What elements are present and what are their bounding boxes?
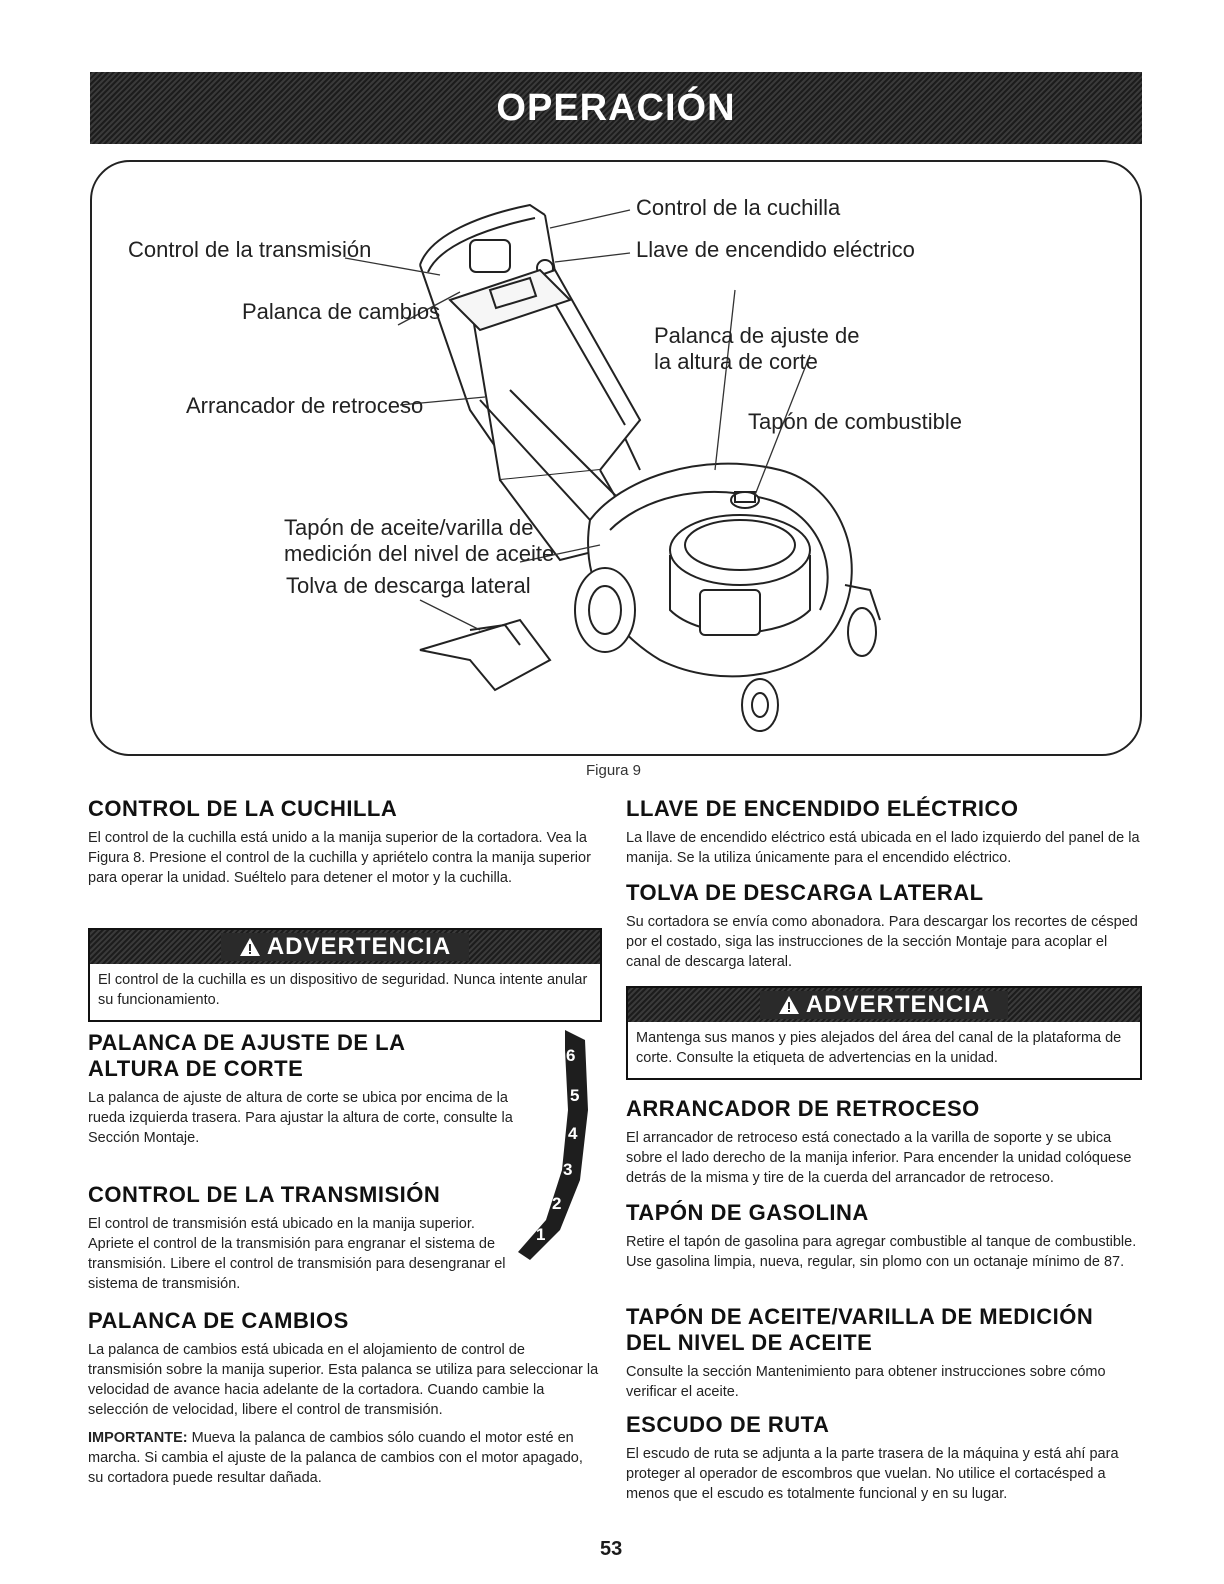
heading-gas-cap: TAPÓN DE GASOLINA — [626, 1200, 869, 1225]
section-height-lever — [88, 1030, 518, 1148]
important-text: Mueva la palanca de cambios sólo cuando el motor esté en marcha. Si cambia el ajuste de la palanca de cambios con el motor apagado, su cortadora puede resultar dañada. — [88, 1430, 583, 1486]
section-discharge-chute — [626, 880, 1142, 972]
figure-caption: Figura 9 — [586, 762, 642, 779]
warning-box-chute — [626, 986, 1142, 1080]
heading-recoil-starter: ARRANCADOR DE RETROCESO — [626, 1096, 980, 1121]
callout-height-lever-line2: la altura de corte — [654, 349, 818, 374]
warning-text: Mantenga sus manos y pies alejados del área del canal de la plataforma de corte. Consulte la etiqueta de advertencias en la unidad. — [636, 1030, 1122, 1066]
text-oil-cap: Consulte la sección Mantenimiento para obtener instrucciones sobre cómo verificar el aceite. — [626, 1364, 1106, 1400]
text-shift-lever: La palanca de cambios está ubicada en el alojamiento de control de transmisión sobre la manija superior. Esta palanca se utiliza para seleccionar la velocidad de avance hacia adelante de la cortadora. Cuando cambie la selección de velocidad, libere el control de transmisión. — [88, 1342, 599, 1418]
callout-transmission-control: Control de la transmisión — [128, 237, 372, 262]
text-important-note — [88, 1428, 602, 1488]
gauge-number-4: 4 — [568, 1124, 578, 1143]
callout-electric-key: Llave de encendido eléctrico — [636, 237, 915, 262]
callout-shift-lever: Palanca de cambios — [242, 299, 441, 324]
warning-header — [628, 988, 1140, 1022]
section-gas-cap — [626, 1200, 1142, 1272]
text-road-shield: El escudo de ruta se adjunta a la parte trasera de la máquina y está ahí para proteger al operador de escombros que vuelan. No utilice el cortacésped a menos que el escudo es totalmente funcional y en su lugar. — [626, 1446, 1119, 1502]
page-number: 53 — [600, 1538, 623, 1560]
heading-oil-cap-line1: TAPÓN DE ACEITE/VARILLA DE MEDICIÓN — [626, 1304, 1094, 1329]
heading-shift-lever: PALANCA DE CAMBIOS — [88, 1308, 349, 1333]
heading-electric-key: LLAVE DE ENCENDIDO ELÉCTRICO — [626, 796, 1019, 821]
warning-triangle-icon — [239, 937, 261, 957]
gauge-number-6: 6 — [566, 1046, 576, 1065]
section-oil-cap — [626, 1304, 1142, 1402]
section-shift-lever — [88, 1308, 602, 1488]
callout-oil-cap-line1: Tapón de aceite/varilla de — [284, 515, 534, 540]
section-blade-control — [88, 796, 602, 888]
warning-triangle-icon — [778, 995, 800, 1015]
warning-label: ADVERTENCIA — [805, 991, 991, 1018]
callout-oil-cap-line2: medición del nivel de aceite — [284, 541, 555, 566]
heading-transmission-control: CONTROL DE LA TRANSMISIÓN — [88, 1182, 441, 1207]
heading-blade-control: CONTROL DE LA CUCHILLA — [88, 796, 398, 821]
important-label: IMPORTANTE: — [88, 1430, 188, 1446]
heading-height-lever-line2: ALTURA DE CORTE — [88, 1056, 304, 1081]
heading-discharge-chute: TOLVA DE DESCARGA LATERAL — [626, 880, 984, 905]
callout-discharge-chute: Tolva de descarga lateral — [286, 573, 531, 598]
gauge-number-1: 1 — [536, 1225, 546, 1244]
text-discharge-chute: Su cortadora se envía como abonadora. Para descargar los recortes de césped por el costado, siga las instrucciones de la sección Montaje para acoplar el canal de descarga lateral. — [626, 914, 1138, 970]
gauge-number-5: 5 — [570, 1086, 580, 1105]
mower-illustration — [0, 0, 1224, 780]
callout-blade-control: Control de la cuchilla — [636, 195, 841, 220]
text-transmission-control: El control de transmisión está ubicado en la manija superior. Apriete el control de la transmisión para engranar el sistema de transmisión. Libere el control de transmisión para desengranar el sistema de transmisión. — [88, 1216, 506, 1292]
gauge-number-3: 3 — [563, 1160, 573, 1179]
heading-oil-cap-line2: DEL NIVEL DE ACEITE — [626, 1330, 873, 1355]
section-transmission-control — [88, 1182, 518, 1294]
heading-road-shield: ESCUDO DE RUTA — [626, 1412, 830, 1437]
height-gauge-decal — [510, 1030, 590, 1260]
text-height-lever: La palanca de ajuste de altura de corte se ubica por encima de la rueda izquierda trasera. Para ajustar la altura de corte, consulte la Sección Montaje. — [88, 1090, 513, 1146]
section-title: OPERACIÓN — [496, 86, 736, 129]
warning-label: ADVERTENCIA — [266, 933, 452, 960]
text-blade-control: El control de la cuchilla está unido a la manija superior de la cortadora. Vea la Figura 8. Presione el control de la cuchilla y apriételo contra la manija superior para operar la unidad. Suéltelo para detener el motor y la cuchilla. — [88, 830, 591, 886]
heading-height-lever-line1: PALANCA DE AJUSTE DE LA — [88, 1030, 406, 1055]
text-gas-cap: Retire el tapón de gasolina para agregar combustible al tanque de combustible. Use gasolina limpia, nueva, regular, sin plomo con un octanaje mínimo de 87. — [626, 1234, 1137, 1270]
section-recoil-starter — [626, 1096, 1142, 1188]
warning-box-blade — [88, 928, 602, 1022]
callout-fuel-cap: Tapón de combustible — [748, 409, 963, 434]
callout-height-lever-line1: Palanca de ajuste de — [654, 323, 860, 348]
text-recoil-starter: El arrancador de retroceso está conectado a la varilla de soporte y se ubica sobre el lado derecho de la manija inferior. Para encender la unidad colóquese detrás de la misma y tire de la cuerda del arrancador de retroceso. — [626, 1130, 1132, 1186]
section-electric-key — [626, 796, 1142, 868]
gauge-number-2: 2 — [552, 1194, 562, 1213]
section-road-shield — [626, 1412, 1142, 1504]
warning-header — [90, 930, 600, 964]
text-electric-key: La llave de encendido eléctrico está ubicada en el lado izquierdo del panel de la manija. Se la utiliza únicamente para el encendido eléctrico. — [626, 830, 1140, 866]
callout-recoil-starter: Arrancador de retroceso — [186, 393, 424, 418]
warning-text: El control de la cuchilla es un dispositivo de seguridad. Nunca intente anular su funcionamiento. — [98, 972, 588, 1008]
